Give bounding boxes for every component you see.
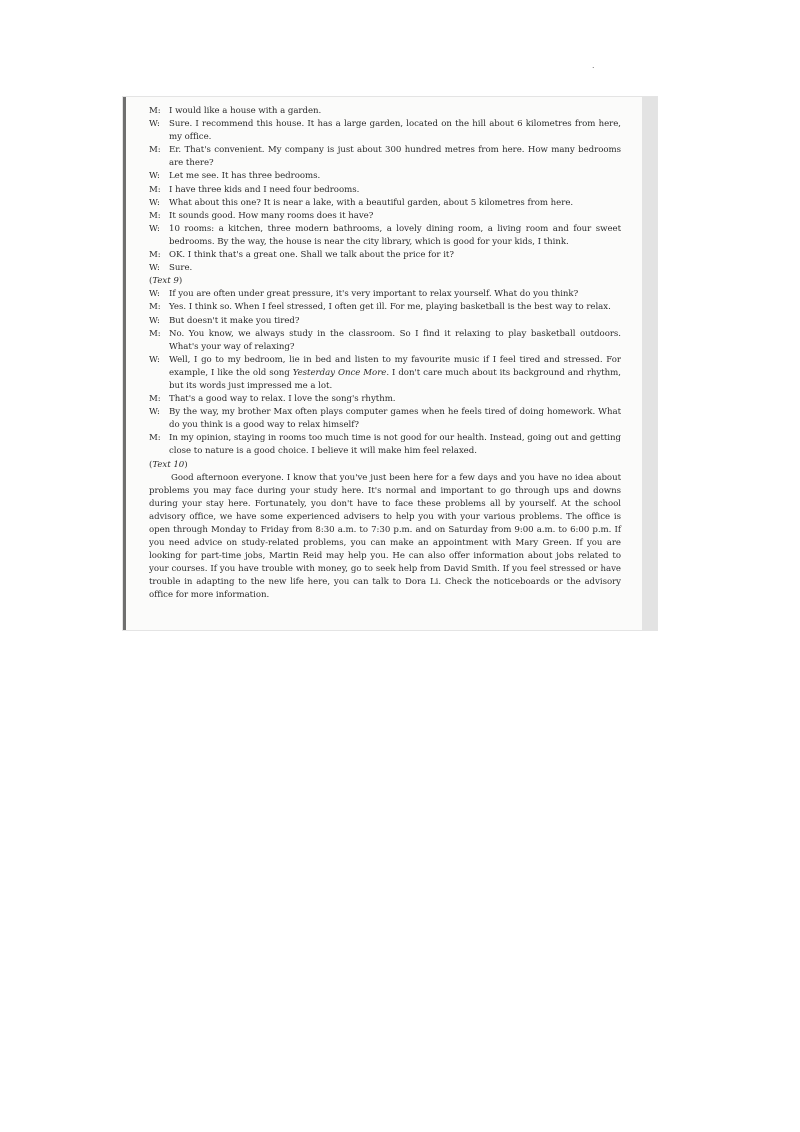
dialogue-line (149, 328, 621, 354)
dialogue-line (149, 197, 621, 210)
line-text: No. You know, we always study in the classroom. So I find it relaxing to play basketball outdoors. What's your way of relaxing? (169, 328, 621, 352)
dialogue-text8 (149, 105, 621, 275)
section-heading-text9 (149, 275, 621, 288)
line-text: It sounds good. How many rooms does it have? (169, 210, 374, 221)
speaker-label: M: (149, 250, 161, 261)
line-text: OK. I think that's a great one. Shall we talk about the price for it? (169, 250, 454, 261)
speaker-label: M: (149, 145, 161, 156)
speaker-label: W: (149, 223, 160, 234)
line-text: By the way, my brother Max often plays computer games when he feels tired of doing homework. What do you think is a good way to relax himself? (169, 407, 621, 431)
speaker-label: W: (149, 354, 160, 365)
text10-paragraph: Good afternoon everyone. I know that you've just been here for a few days and you have no idea about problems you may face during your study here. It's normal and important to go through ups and downs during your stay here. Fortunately, you don't have to face these problems all by yourself. At the school advisory office, we have some experienced advisers to help you with your various problems. The office is open through Monday to Friday from 8:30 a.m. to 7:30 p.m. and on Saturday from 9:00 a.m. to 6:00 p.m. If you need advice on study-related problems, you can make an appointment with Mary Green. If you are looking for part-time jobs, Martin Reid may help you. He can also offer information about jobs related to your courses. If you have trouble with money, go to seek help from David Smith. If you feel stressed or have trouble in adapting to the new life here, you can talk to Dora Li. Check the noticeboards or the advisory office for more information. (149, 472, 621, 601)
line-text: Yes. I think so. When I feel stressed, I often get ill. For me, playing basketball is the best way to relax. (169, 302, 611, 313)
heading-open: ( (149, 459, 153, 470)
speaker-label: W: (149, 197, 160, 208)
speaker-label: W: (149, 315, 160, 326)
speaker-label: W: (149, 263, 160, 274)
line-text-before: Well, I go to my bedroom, lie in bed and listen to my favourite music if I feel tired and stressed. For example, I like the old song (169, 354, 621, 378)
heading-label: Text 10 (152, 459, 185, 470)
line-text: Er. That's convenient. My company is just about 300 hundred metres from here. How many bedrooms are there? (169, 145, 621, 169)
line-text: I would like a house with a garden. (169, 106, 322, 116)
line-text: In my opinion, staying in rooms too much time is not good for our health. Instead, going out and getting close to nature is a good choice. I believe it will make him feel relaxed. (169, 433, 621, 457)
dialogue-line (149, 393, 621, 406)
speaker-label: M: (149, 302, 161, 313)
speaker-label: W: (149, 119, 160, 130)
line-text-after: . I don't care much about its background and rhythm, but its words just impressed me a lot. (169, 367, 621, 391)
line-text: Sure. I recommend this house. It has a large garden, located on the hill about 6 kilometres from here, my office. (169, 119, 621, 143)
heading-close: ) (178, 276, 183, 287)
line-text: 10 rooms: a kitchen, three modern bathrooms, a lovely dining room, a living room and four sweet bedrooms. By the way, the house is near the city library, which is good for your kids, I think. (169, 223, 621, 247)
dialogue-line (149, 144, 621, 170)
line-text: If you are often under great pressure, it's very important to relax yourself. What do you think? (169, 289, 579, 300)
speaker-label: M: (149, 184, 161, 195)
section-heading-text10 (149, 459, 621, 472)
speaker-label: W: (149, 289, 160, 300)
page-corner-mark: . (592, 60, 595, 70)
line-text: What about this one? It is near a lake, with a beautiful garden, about 5 kilometres from here. (169, 197, 574, 208)
line-text: Let me see. It has three bedrooms. (169, 171, 321, 182)
speaker-label: M: (149, 210, 161, 221)
dialogue-line (149, 262, 621, 275)
dialogue-line (149, 105, 621, 118)
speaker-label: M: (149, 394, 161, 405)
dialogue-line (149, 406, 621, 432)
dialogue-line (149, 315, 621, 328)
line-text: But doesn't it make you tired? (169, 315, 300, 326)
heading-label: Text 9 (152, 276, 179, 287)
heading-open: ( (149, 276, 153, 287)
line-text: Sure. (169, 263, 193, 274)
line-text: That's a good way to relax. I love the song's rhythm. (169, 394, 396, 405)
heading-close: ) (184, 459, 188, 470)
scanned-page (123, 97, 657, 630)
speaker-label: M: (149, 433, 161, 444)
dialogue-line-song (149, 354, 621, 393)
dialogue-line (149, 223, 621, 249)
dialogue-line (149, 288, 621, 301)
dialogue-line (149, 184, 621, 197)
line-text: I have three kids and I need four bedrooms. (169, 184, 360, 195)
dialogue-line (149, 210, 621, 223)
dialogue-line (149, 170, 621, 183)
dialogue-line (149, 249, 621, 262)
dialogue-line (149, 118, 621, 144)
speaker-label: W: (149, 407, 160, 418)
song-title: Yesterday Once More (292, 367, 387, 378)
dialogue-text9 (149, 288, 621, 353)
dialogue-line (149, 432, 621, 458)
transcript-content (149, 105, 621, 603)
dialogue-line (149, 301, 621, 314)
speaker-label: W: (149, 171, 160, 182)
speaker-label: M: (149, 106, 161, 116)
dialogue-text9-continued (149, 393, 621, 458)
speaker-label: M: (149, 328, 161, 339)
